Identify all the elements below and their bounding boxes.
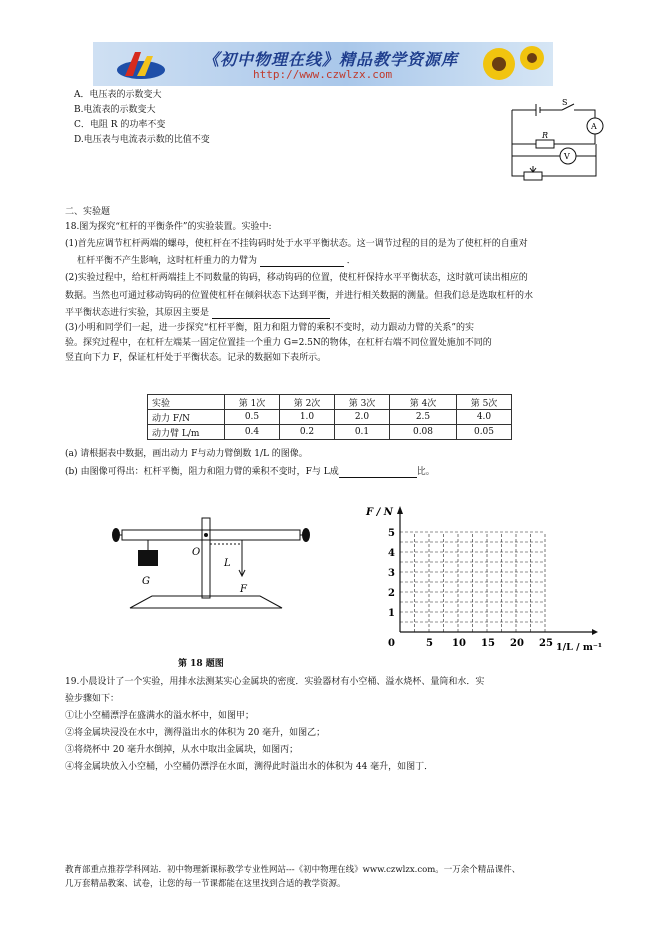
- option-c: C．电阻 R 的功率不变: [74, 120, 166, 130]
- banner-url[interactable]: http://www.czwlzx.com: [253, 68, 393, 81]
- option-b: B.电流表的示数变大: [74, 105, 156, 115]
- q18-p3-line1: (3)小明和同学们一起，进一步探究“杠杆平衡，阻力和阻力臂的乘积不变时，动力跟动力臂的关系”的实: [65, 323, 474, 333]
- pivot-point: [204, 533, 208, 537]
- table-cell: 2.5: [390, 410, 457, 425]
- q19-line1: 19.小晨设计了一个实验，用排水法测某实心金属块的密度．实验器材有小空桶、溢水烧杯、量筒和水．实: [65, 677, 485, 687]
- q18-p3-line3: 竖直向下力 F，保证杠杆处于平衡状态。记录的数据如下表所示。: [65, 353, 327, 363]
- q18-part-b: (b) 由图像可得出：杠杆平衡，阻力和阻力臂的乘积不变时，F与 L成 比。: [65, 467, 435, 477]
- table-header-cell: 第 4次: [390, 395, 457, 410]
- lever-figure: [100, 510, 320, 620]
- table-header-cell: 实验: [148, 395, 225, 410]
- force-label: F: [240, 584, 247, 595]
- y-tick-label: 5: [388, 528, 395, 539]
- q18-part-a: (a) 请根据表中数据，画出动力 F与动力臂倒数 1/L 的图像。: [65, 449, 308, 459]
- table-row: [148, 425, 512, 440]
- q19-line2: 验步骤如下：: [65, 694, 120, 704]
- table-header-row: [148, 395, 512, 410]
- q19-step-3: ③将烧杯中 20 毫升水倒掉，从水中取出金属块，如图丙；: [65, 745, 299, 755]
- data-table: [147, 394, 512, 440]
- q18-p3-line2: 验。探究过程中，在杠杆左端某一固定位置挂一个重力 G=2.5N的物体，在杠杆右端不同位置处施加不同的: [65, 338, 492, 348]
- x-tick-label: 15: [481, 638, 495, 649]
- table-cell: 0.05: [457, 425, 512, 440]
- x-tick-label: 5: [426, 638, 433, 649]
- table-header-cell: 第 2次: [280, 395, 335, 410]
- table-cell: 0.2: [280, 425, 335, 440]
- x-axis-label: 1/L / m⁻¹: [556, 642, 603, 653]
- figure-caption: 第 18 题图: [178, 659, 224, 669]
- table-cell: 动力臂 L/m: [148, 425, 225, 440]
- x-tick-label: 10: [452, 638, 466, 649]
- option-a: A．电压表的示数变大: [74, 90, 162, 100]
- q18-p2-line1: (2)实验过程中，给杠杆两端挂上不同数量的钩码，移动钩码的位置，使杠杆保持水平平衡状态，这时就可读出相应的: [65, 273, 528, 283]
- y-tick-label: 2: [388, 588, 395, 599]
- q18-p1-line2: 杠杆平衡不产生影响，这时杠杆重力的力臂为 ．: [77, 256, 356, 266]
- x-axis-arrow: [592, 629, 598, 635]
- table-cell: 0.5: [225, 410, 280, 425]
- weight-block: [138, 550, 158, 566]
- q19-step-1: ①让小空桶漂浮在盛满水的溢水杯中，如图甲；: [65, 711, 255, 721]
- table-cell: 1.0: [280, 410, 335, 425]
- y-axis-label: F / N: [366, 507, 393, 518]
- table-cell: 0.4: [225, 425, 280, 440]
- y-tick-label: 1: [388, 608, 395, 619]
- answer-blank-3[interactable]: [339, 468, 417, 478]
- switch-label: S: [562, 98, 568, 107]
- sunflower-image: [477, 44, 547, 84]
- option-d: D.电压表与电流表示数的比值不变: [74, 135, 210, 145]
- q18-p1-line1: (1)首先应调节杠杆两端的螺母，使杠杆在不挂钩码时处于水平平衡状态。这一调节过程的目的是为了使杠杆的自重对: [65, 239, 528, 249]
- right-nut: [302, 528, 310, 542]
- answer-blank-1[interactable]: [260, 257, 344, 267]
- q18-p2-line3: 平平衡状态进行实验，其原因主要是: [65, 307, 330, 319]
- voltmeter-label: V: [564, 152, 570, 161]
- table-cell: 4.0: [457, 410, 512, 425]
- x-tick-label: 25: [539, 638, 553, 649]
- header-banner: [93, 42, 553, 86]
- table-header-cell: 第 5次: [457, 395, 512, 410]
- arm-label: L: [224, 558, 231, 569]
- table-cell: 动力 F/N: [148, 410, 225, 425]
- y-tick-label: 3: [388, 568, 395, 579]
- lever-bar: [122, 530, 300, 540]
- circuit-diagram: [500, 96, 610, 184]
- q19-step-2: ②将金属块浸没在水中，测得溢出水的体积为 20 毫升，如图乙；: [65, 728, 326, 738]
- table-cell: 0.08: [390, 425, 457, 440]
- q18-p2-line2: 数据。当然也可通过移动钩码的位置使杠杆在倾斜状态下达到平衡，并进行相关数据的测量。但我们总是选取杠杆的水: [65, 291, 534, 301]
- resistor-label: R: [542, 131, 549, 140]
- footer-line-2: 几万套精品教案、试卷，让您的每一节课都能在这里找到合适的教学资源。: [65, 879, 346, 889]
- y-tick-label: 4: [388, 548, 395, 559]
- section-title: 二、实验题: [65, 207, 111, 217]
- table-row: [148, 410, 512, 425]
- left-nut: [112, 528, 120, 542]
- footer-line-1: 教育部重点推荐学科网站．初中物理新课标教学专业性网站---《初中物理在线》www.czwlzx.com。一万余个精品课件、: [65, 865, 521, 875]
- site-logo: [115, 48, 167, 82]
- q19-step-4: ④将金属块放入小空桶，小空桶仍漂浮在水面，测得此时溢出水的体积为 44 毫升，如图丁．: [65, 762, 434, 772]
- answer-blank-2[interactable]: [212, 309, 330, 319]
- q18-intro: 18.图为探究“杠杆的平衡条件”的实验装置。实验中:: [65, 222, 272, 232]
- table-header-cell: 第 1次: [225, 395, 280, 410]
- f-vs-inverse-l-grid: [360, 500, 605, 660]
- pivot-label: O: [192, 547, 201, 558]
- x-tick-label: 20: [510, 638, 524, 649]
- ammeter-label: A: [591, 122, 597, 131]
- table-cell: 0.1: [335, 425, 390, 440]
- table-header-cell: 第 3次: [335, 395, 390, 410]
- origin-label: 0: [388, 638, 395, 649]
- weight-label: G: [142, 576, 150, 587]
- y-axis-arrow: [397, 506, 403, 514]
- table-cell: 2.0: [335, 410, 390, 425]
- banner-title: 《初中物理在线》精品教学资源库: [203, 50, 459, 69]
